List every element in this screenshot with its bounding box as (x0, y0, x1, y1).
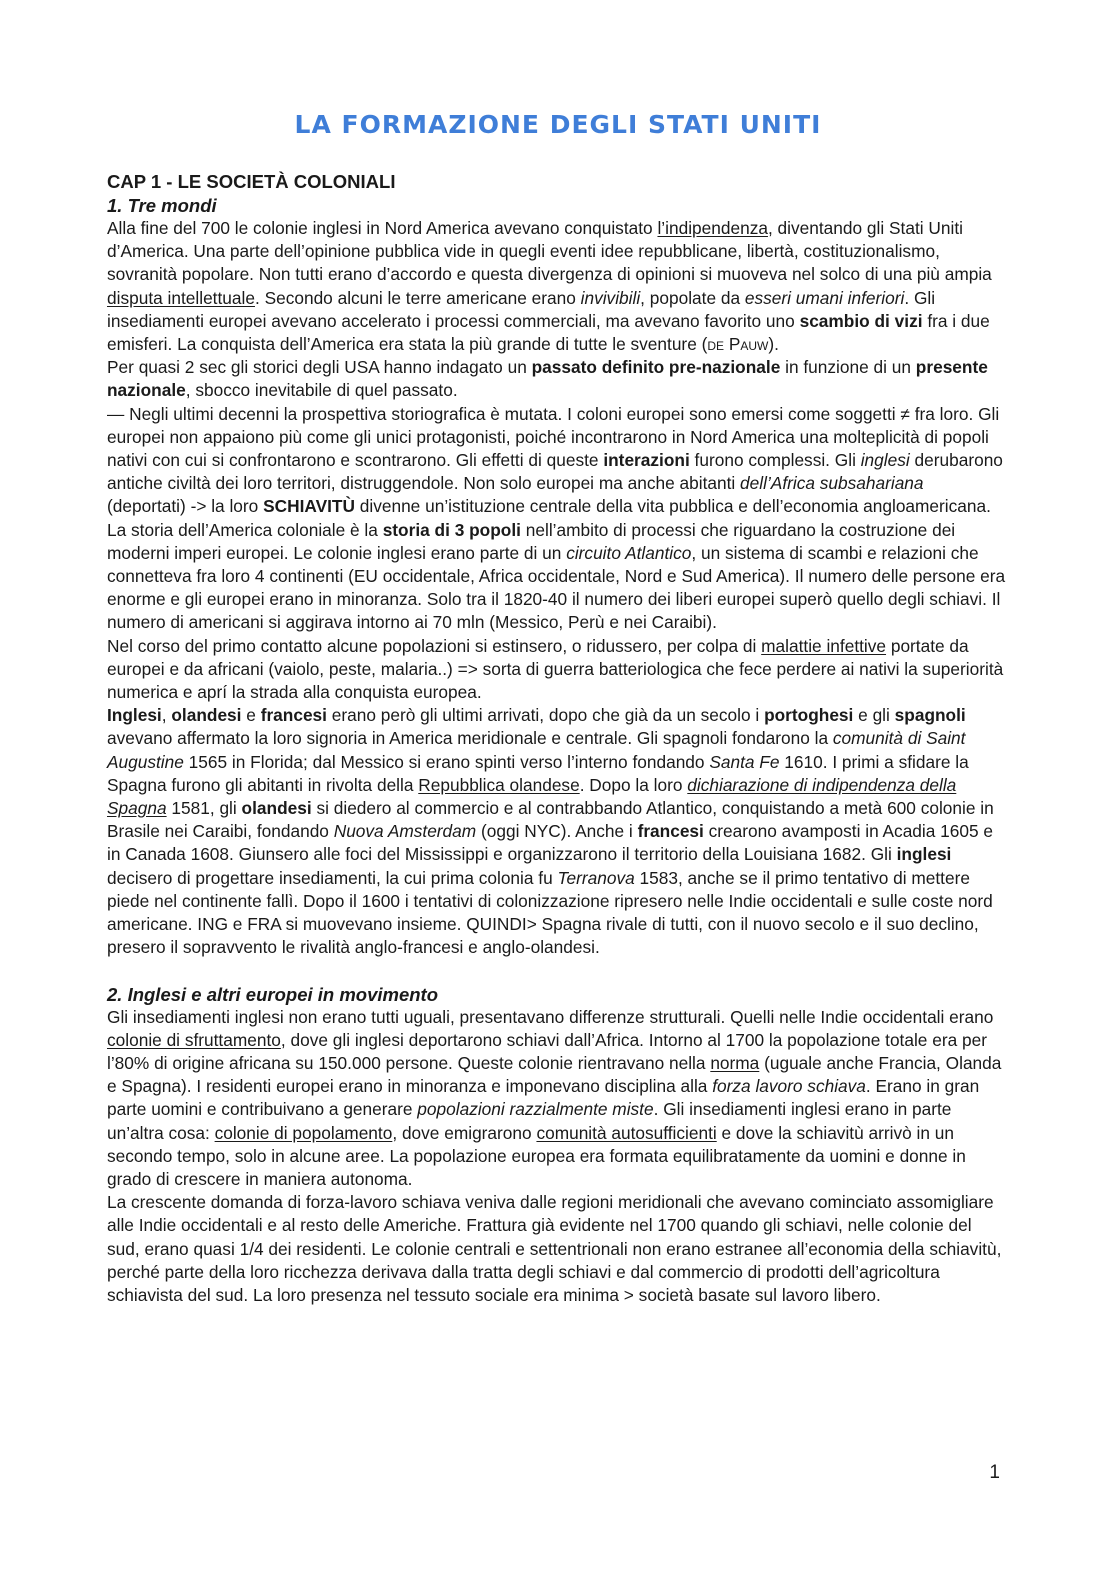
text-run-b: inglesi (896, 844, 952, 865)
section-heading: 1. Tre mondi (107, 195, 217, 216)
text-run-b: spagnoli (894, 705, 966, 726)
text-run-i: Nuova Amsterdam (333, 821, 477, 842)
text-run-i: esseri umani inferiori (744, 287, 905, 308)
text-run-b: presente nazionale (107, 357, 988, 401)
text-run-b: storia di 3 popoli (382, 519, 521, 540)
text-run-sc: de Pauw (707, 334, 769, 355)
paragraph: Nel corso del primo contatto alcune popolazioni si estinsero, o ridussero, per colpa di malattie infettive portate da europei e da africani (vaiolo, peste, malaria..) => sorta di guerra batteriologica che fece perdere ai nativi la superiorità numerica e aprí la strada alla conquista europea. (107, 635, 1004, 703)
paragraph: Alla fine del 700 le colonie inglesi in Nord America avevano conquistato l’indipendenza, diventando gli Stati Uniti d’America. Una parte dell’opinione pubblica vide in quegli eventi idee repubblicane, libertà, costituzionalismo, sovranità popolare. Non tutti erano d’accordo e questa divergenza di opinioni si muoveva nel solco di una più ampia disputa intellettuale. Secondo alcuni le terre americane erano invivibili, popolate da esseri umani inferiori. Gli insediamenti europei avevano accelerato i processi commerciali, ma avevano favorito uno scambio di vizi fra i due emisferi. La conquista dell’America era stata la più grande di tutte le sventure (de Pauw). (107, 218, 992, 355)
text-run-i: popolazioni razzialmente miste (417, 1099, 654, 1120)
text-run-i: inglesi (860, 450, 910, 471)
text-run-u: colonie di sfruttamento (107, 1029, 281, 1050)
page-number: 1 (989, 1462, 1000, 1483)
text-run-b: SCHIAVITÙ (263, 496, 355, 517)
text-run-b: passato definito pre-nazionale (531, 357, 781, 378)
document-title: LA FORMAZIONE DEGLI STATI UNITI (294, 110, 822, 139)
text-run-b: Inglesi (107, 705, 162, 726)
text-run-b: portoghesi (764, 705, 854, 726)
text-run-i-u: dichiarazione di indipendenza della Spagna (107, 774, 957, 819)
text-run-i: circuito Atlantico (566, 542, 692, 563)
paragraph: — Negli ultimi decenni la prospettiva storiografica è mutata. I coloni europei sono emersi come soggetti ≠ fra loro. Gli europei non appaiono più come gli unici protagonisti, poiché incontrarono in Nord America una molteplicità di popoli nativi con cui si confrontarono e scontrarono. Gli effetti di queste interazioni furono complessi. Gli inglesi derubarono antiche civiltà dei loro territori, distruggendole. Non solo europei ma anche abitanti dell’Africa subsahariana (deportati) -> la loro SCHIAVITÙ divenne un’istituzione centrale della vita pubblica e dell’economia angloamericana. La storia dell’America coloniale è la storia di 3 popoli nell’ambito di processi che riguardano la costruzione dei moderni imperi europei. Le colonie inglesi erano parte di un circuito Atlantico, un sistema di scambi e relazioni che connetteva fra loro 4 continenti (EU occidentale, Africa occidentale, Nord e Sud America). Il numero delle persone era enorme e gli europei erano in minoranza. Solo tra il 1820-40 il numero dei liberi europei superò quello degli schiavi. Il numero di americani si aggirava intorno ai 70 mln (Messico, Perù e nei Caraibi). (107, 403, 1006, 633)
text-run-b: francesi (637, 821, 704, 842)
paragraph: Per quasi 2 sec gli storici degli USA hanno indagato un passato definito pre-nazionale in funzione di un presente nazionale, sbocco inevitabile di quel passato. (107, 357, 988, 401)
text-run-i: invivibili (580, 287, 641, 308)
text-run-u: disputa intellettuale (107, 287, 255, 308)
text-run-i: Terranova (557, 867, 635, 888)
text-run-i: forza lavoro schiava (712, 1076, 866, 1097)
section-heading: 2. Inglesi e altri europei in movimento (107, 983, 439, 1005)
text-run-b: francesi (260, 705, 327, 726)
text-run-u: l’indipendenza (657, 218, 768, 238)
paragraph: Gli insediamenti inglesi non erano tutti uguali, presentavano differenze strutturali. Quelli nelle Indie occidentali erano colonie di sfruttamento, dove gli inglesi deportarono schiavi dall’Africa. Intorno al 1700 la popolazione totale era per l’80% di origine africana su 150.000 persone. Queste colonie rientravano nella norma (uguale anche Francia, Olanda e Spagna). I residenti europei erano in minoranza e imponevano disciplina alla forza lavoro schiava. Erano in gran parte uomini e contribuivano a generare popolazioni razzialmente miste. Gli insediamenti inglesi erano in parte un’altra cosa: colonie di popolamento, dove emigrarono comunità autosufficienti e dove la schiavitù arrivò in un secondo tempo, solo in alcune aree. La popolazione europea era formata equilibratamente da uomini e donne in grado di crescere in maniera autonoma. (107, 1006, 1002, 1189)
chapter-heading: CAP 1 - LE SOCIETÀ COLONIALI (107, 171, 396, 192)
text-run-u: norma (710, 1052, 760, 1073)
document-body (107, 170, 1007, 1307)
text-run-b: olandesi (241, 798, 312, 819)
text-run-u: comunità autosufficienti (536, 1122, 717, 1143)
text-run-i: Santa Fe (709, 751, 780, 772)
text-run-u: Repubblica olandese (418, 774, 580, 795)
text-run-i: dell’Africa subsahariana (740, 473, 924, 494)
text-run-u: malattie infettive (761, 635, 887, 656)
text-run-b: interazioni (603, 450, 690, 471)
paragraph: Inglesi, olandesi e francesi erano però gli ultimi arrivati, dopo che già da un secolo i portoghesi e gli spagnoli avevano affermato la loro signoria in America meridionale e centrale. Gli spagnoli fondarono la comunità di Saint Augustine 1565 in Florida; dal Messico si erano spinti verso l’interno fondando Santa Fe 1610. I primi a sfidare la Spagna furono gli abitanti in rivolta della Repubblica olandese. Dopo la loro dichiarazione di indipendenza della Spagna 1581, gli olandesi si diedero al commercio e al contrabbando Atlantico, conquistando a metà 600 colonie in Brasile nei Caraibi, fondando Nuova Amsterdam (oggi NYC). Anche i francesi crearono avamposti in Acadia 1605 e in Canada 1608. Giunsero alle foci del Mississippi e organizzarono il territorio della Louisiana 1682. Gli inglesi decisero di progettare insediamenti, la cui prima colonia fu Terranova 1583, anche se il primo tentativo di mettere piede nel continente fallì. Dopo il 1600 i tentativi di colonizzazione ripresero nelle Indie occidentali e sulle coste nord americane. ING e FRA si muovevano insieme. QUINDI> Spagna rivale di tutti, con il nuovo secolo e il suo declino, presero il sopravvento le rivalità anglo-francesi e anglo-olandesi. (107, 705, 994, 958)
text-run-u: colonie di popolamento (214, 1122, 393, 1143)
text-run-i: comunità di Saint Augustine (107, 728, 966, 772)
text-run-b: olandesi (171, 705, 242, 726)
text-run-b: scambio di vizi (799, 310, 923, 331)
paragraph: La crescente domanda di forza-lavoro schiava veniva dalle regioni meridionali che avevano cominciato assomigliare alle Indie occidentali e al resto delle Americhe. Frattura già evidente nel 1700 quando gli schiavi, nelle colonie del sud, erano quasi 1/4 dei residenti. Le colonie centrali e settentrionali non erano estranee all’economia della schiavitù, perché parte della loro ricchezza derivava dalla tratta degli schiavi e dal commercio di prodotti dell’agricoltura schiavista del sud. La loro presenza nel tessuto sociale era minima > società basate sul lavoro libero. (107, 1192, 1002, 1305)
